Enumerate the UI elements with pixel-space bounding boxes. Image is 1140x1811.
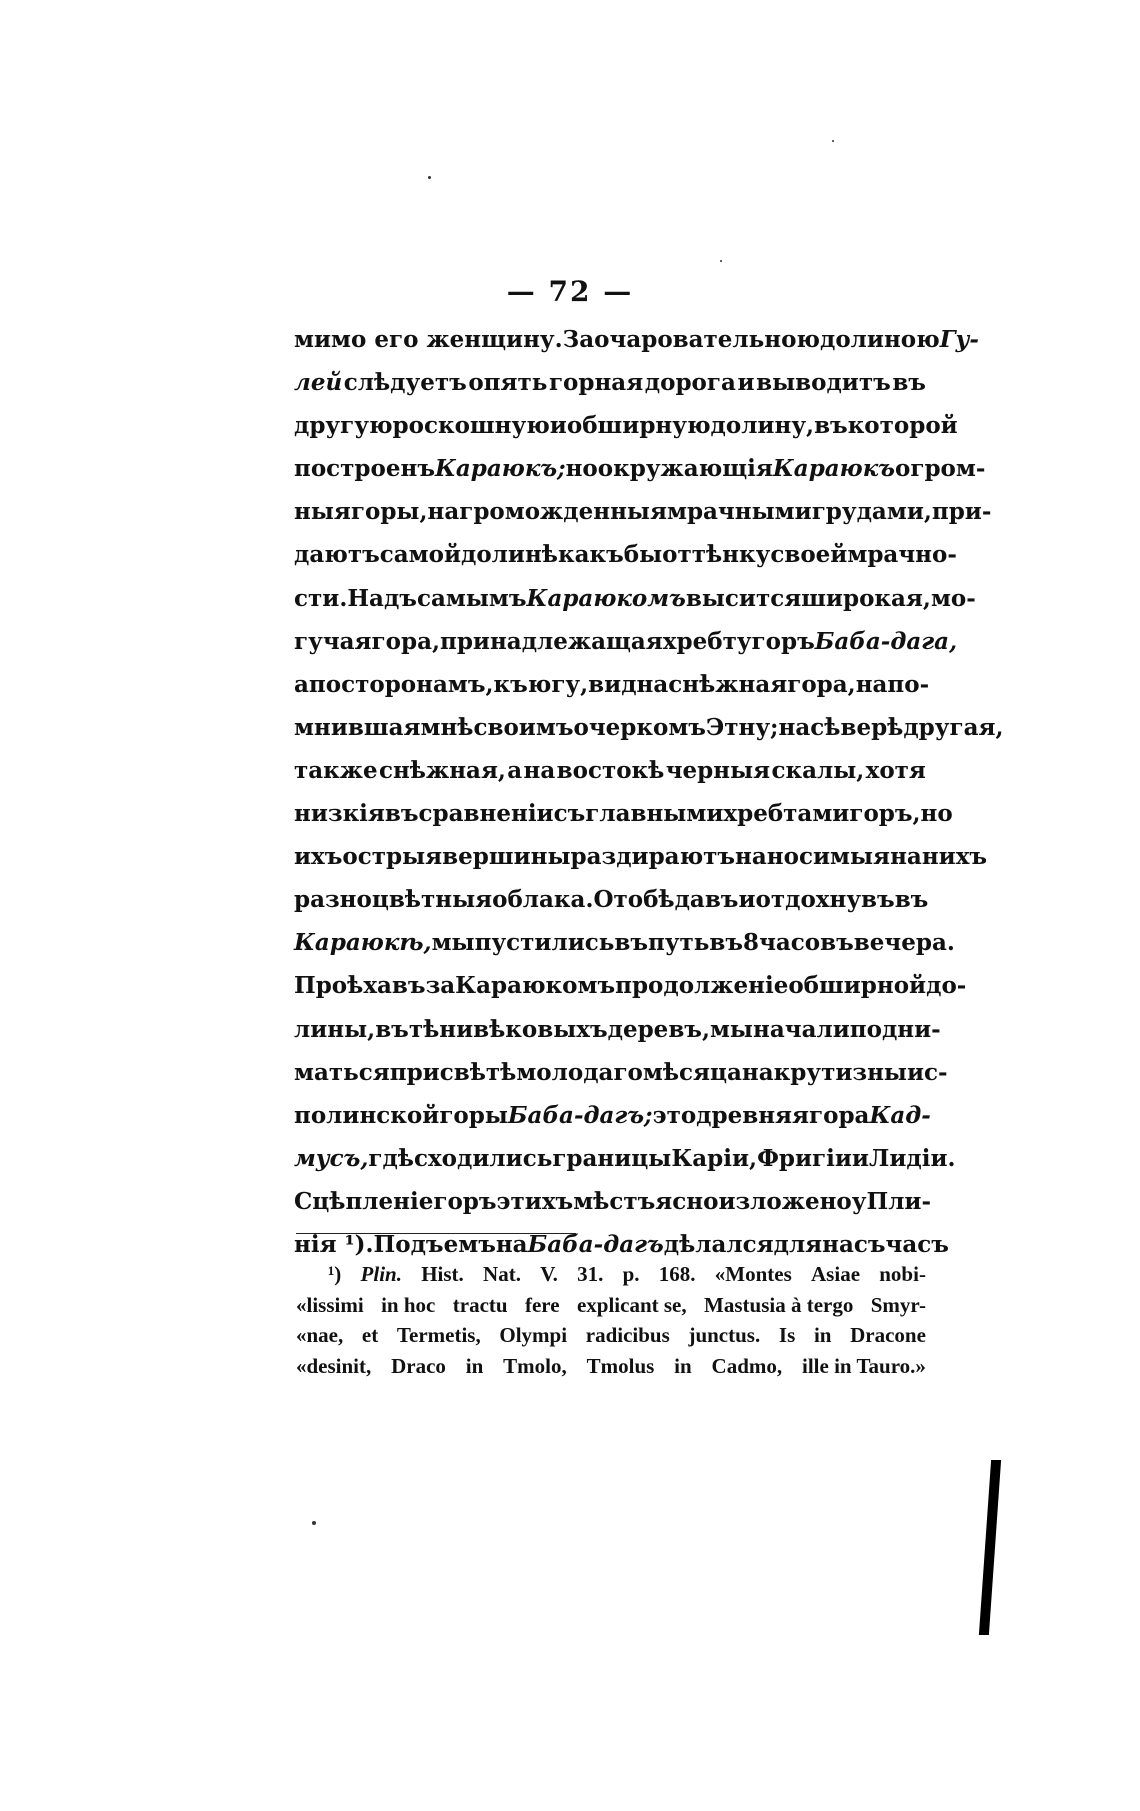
- word: вершины: [442, 843, 571, 871]
- word: Plin.: [360, 1262, 402, 1286]
- text-line: [294, 326, 979, 369]
- word: пустились: [474, 929, 615, 957]
- word: насъ: [822, 1230, 886, 1258]
- scan-speck: [832, 140, 834, 142]
- word: Tmolo,: [503, 1353, 567, 1378]
- word: выводитъ: [756, 369, 891, 397]
- word: въ: [384, 800, 419, 828]
- word: опять: [468, 369, 548, 397]
- word: ихъ: [294, 843, 343, 871]
- word: обширную: [566, 412, 711, 440]
- word: Гу-: [939, 326, 979, 353]
- word: за: [425, 972, 456, 1000]
- word: Пли-: [866, 1187, 932, 1215]
- word: тѣни: [408, 1015, 474, 1043]
- word: мусъ,: [294, 1144, 369, 1172]
- word: ille in Tauro.»: [802, 1353, 926, 1378]
- word: другую: [294, 412, 393, 440]
- word: дѣлался: [663, 1230, 774, 1258]
- scan-speck: [312, 1521, 316, 1525]
- word: крутизны: [773, 1058, 907, 1086]
- word: съ: [553, 800, 586, 828]
- word: гора,: [787, 670, 856, 698]
- word: мнившая: [294, 713, 421, 741]
- word: Smyr-: [870, 1292, 926, 1317]
- word: nobi-: [879, 1262, 926, 1286]
- word: 8: [743, 929, 760, 957]
- word: radicibus: [585, 1323, 670, 1347]
- word: самой: [379, 541, 462, 569]
- word: fere: [524, 1292, 560, 1317]
- word: раздираютъ: [570, 843, 736, 871]
- word: Dracone: [850, 1323, 926, 1347]
- word: а: [294, 670, 309, 698]
- word: in hoc: [381, 1292, 436, 1317]
- word: сторонамъ,: [341, 670, 494, 698]
- word: Караюкѣ,: [294, 929, 432, 957]
- word: Проѣхавъ: [294, 972, 426, 1000]
- word: и: [738, 886, 756, 914]
- word: при-: [931, 498, 992, 526]
- word: мѣсяца: [642, 1058, 742, 1086]
- word: и: [851, 1144, 869, 1172]
- page-number: — 72 —: [506, 275, 634, 308]
- text-line: [294, 670, 930, 714]
- word: Караюкомъ: [455, 972, 616, 1000]
- text-line: [294, 584, 976, 628]
- word: За: [562, 326, 595, 353]
- word: оттѣнку: [662, 541, 771, 569]
- word: до-: [926, 972, 967, 1000]
- word: другая,: [903, 713, 1004, 741]
- word: гдѣ: [368, 1144, 414, 1172]
- word: et: [361, 1323, 379, 1347]
- word: снѣжная: [668, 670, 788, 698]
- word: мимо его женщину.: [294, 326, 563, 353]
- word: «nae,: [296, 1323, 344, 1347]
- word: Каріи,: [671, 1144, 758, 1172]
- word: въ: [892, 369, 926, 397]
- word: по: [308, 670, 342, 698]
- text-line: [294, 1101, 931, 1145]
- word: широкая,: [801, 584, 931, 612]
- word: мы: [709, 1015, 753, 1043]
- text-line: [294, 498, 992, 541]
- word: въ: [375, 1015, 409, 1043]
- word: и: [549, 412, 567, 440]
- word: и: [737, 369, 755, 397]
- word: Баба-дагъ;: [507, 1101, 653, 1129]
- footnote-line: [296, 1262, 926, 1293]
- word: гучая: [294, 627, 372, 655]
- word: мрачными: [666, 498, 812, 526]
- word: explicant se,: [576, 1292, 687, 1317]
- word: Draco: [391, 1353, 446, 1378]
- word: «lissimi: [296, 1292, 364, 1317]
- word: отдохнувъ: [755, 886, 895, 914]
- text-line: [294, 627, 958, 671]
- word: грудами,: [811, 498, 932, 526]
- word: Караюкомъ: [526, 584, 686, 612]
- word: на: [741, 1058, 774, 1086]
- word: которой: [847, 412, 958, 440]
- word: горъ: [433, 1187, 497, 1215]
- footnote-rule: [296, 1233, 576, 1234]
- word: дорога: [644, 369, 736, 397]
- word: Is: [778, 1323, 796, 1347]
- word: границы: [552, 1144, 672, 1172]
- word: напо-: [855, 670, 930, 698]
- word: при: [389, 1058, 440, 1086]
- word: хотя: [865, 756, 926, 784]
- word: у: [851, 1187, 867, 1215]
- word: на: [778, 713, 811, 741]
- text-line: [294, 1144, 956, 1188]
- word: V.: [540, 1262, 558, 1286]
- word: горы: [439, 1101, 508, 1129]
- word: очеркомъ: [573, 713, 706, 741]
- word: самымъ: [416, 584, 527, 612]
- text-line: [294, 757, 926, 800]
- text-line: [294, 800, 953, 843]
- text-line: [294, 929, 955, 972]
- word: долинѣ: [461, 541, 558, 569]
- text-line: [294, 972, 967, 1015]
- word: Этну;: [705, 713, 779, 741]
- text-line: [294, 455, 986, 498]
- word: хребту: [662, 627, 752, 655]
- word: горъ: [751, 627, 815, 655]
- word: «Montes: [714, 1262, 792, 1286]
- word: ныя: [294, 498, 351, 526]
- word: Баба-дагъ: [527, 1230, 664, 1258]
- word: это: [652, 1101, 697, 1129]
- word: гора,: [371, 627, 440, 655]
- word: главными: [585, 800, 724, 828]
- word: tractu: [452, 1292, 508, 1317]
- word: мрачно-: [847, 541, 957, 569]
- word: молодаго: [516, 1058, 643, 1086]
- word: черныя: [665, 756, 771, 784]
- word: Караюкъ;: [434, 455, 566, 483]
- word: разноцвѣтныя: [294, 886, 493, 914]
- word: Баба-дага,: [814, 627, 958, 655]
- word: въ: [614, 929, 648, 957]
- word: часъ: [885, 1230, 949, 1258]
- word: in: [465, 1353, 484, 1378]
- word: Nat.: [483, 1262, 521, 1286]
- word: а: [507, 756, 523, 784]
- word: маться: [294, 1058, 390, 1086]
- word: на: [495, 1230, 528, 1258]
- word: облака.: [492, 886, 594, 914]
- word: лины,: [294, 1015, 376, 1043]
- word: Караюкъ: [772, 455, 896, 483]
- word: древняя: [696, 1101, 810, 1129]
- word: мѣстъ: [573, 1187, 656, 1215]
- word: югу,: [527, 670, 589, 698]
- word: часовъ: [759, 929, 854, 957]
- word: «desinit,: [296, 1353, 372, 1378]
- word: построенъ: [294, 455, 435, 483]
- word: своимъ: [473, 713, 574, 741]
- word: высится: [685, 584, 802, 612]
- word: даютъ: [294, 541, 380, 569]
- word: мо-: [930, 584, 976, 612]
- word: Фригіи: [757, 1144, 852, 1172]
- footnote-line: [296, 1354, 926, 1385]
- ink-stroke: [979, 1460, 1001, 1635]
- word: мнѣ: [420, 713, 474, 741]
- word: къ: [493, 670, 528, 698]
- text-line: [294, 412, 958, 455]
- text-line: [294, 843, 988, 886]
- word: наносимыя: [735, 843, 891, 871]
- word: ясно: [655, 1187, 719, 1215]
- word: принадлежащая: [439, 627, 663, 655]
- word: въ: [894, 886, 929, 914]
- word: свѣтѣ: [439, 1058, 517, 1086]
- word: полинской: [294, 1101, 440, 1129]
- text-line: [294, 369, 926, 412]
- word: продолженіе: [615, 972, 789, 1000]
- word: Сцѣпленіе: [294, 1187, 434, 1215]
- word: гора: [809, 1101, 870, 1129]
- word: Olympi: [499, 1323, 568, 1347]
- word: ¹): [328, 1262, 342, 1286]
- text-line: [294, 1015, 941, 1059]
- word: Mastusia à tergo: [704, 1292, 854, 1317]
- word: Надъ: [347, 584, 417, 612]
- word: горъ,: [849, 800, 921, 828]
- word: деревъ,: [607, 1015, 710, 1043]
- word: Кад-: [869, 1101, 931, 1129]
- word: для: [773, 1230, 823, 1258]
- word: начали: [753, 1015, 850, 1043]
- text-line: [294, 541, 957, 584]
- word: на: [890, 843, 922, 871]
- word: но: [920, 800, 953, 828]
- word: Tmolus: [586, 1353, 655, 1378]
- scan-speck: [428, 176, 431, 179]
- word: изложено: [718, 1187, 852, 1215]
- word: Лидіи.: [868, 1144, 956, 1172]
- word: нія ¹).: [294, 1230, 374, 1258]
- word: p.: [622, 1262, 640, 1286]
- word: въ: [814, 412, 848, 440]
- word: Asiae: [811, 1262, 861, 1286]
- footnote-line: [296, 1323, 926, 1354]
- word: ис-: [906, 1058, 948, 1086]
- word: очаровательною: [594, 326, 821, 353]
- word: долиною: [820, 326, 940, 353]
- word: снѣжная,: [378, 756, 506, 784]
- word: Termetis,: [396, 1323, 481, 1347]
- word: востокѣ: [556, 756, 665, 784]
- word: скалы,: [771, 756, 865, 784]
- word: Cadmo,: [711, 1353, 783, 1378]
- word: хребтами: [723, 800, 850, 828]
- word: вѣковыхъ: [473, 1015, 608, 1043]
- scan-speck: [720, 260, 722, 262]
- text-line: [294, 1187, 932, 1231]
- word: горы,: [350, 498, 428, 526]
- word: горная: [548, 369, 644, 397]
- word: этихъ: [496, 1187, 574, 1215]
- word: бы: [623, 541, 663, 569]
- word: мы: [431, 929, 475, 957]
- word: обширной: [788, 972, 927, 1000]
- text-line: [294, 1058, 948, 1102]
- word: сти.: [294, 584, 348, 612]
- word: путь: [648, 929, 710, 957]
- footnote: [296, 1262, 926, 1384]
- word: нагроможденныя: [427, 498, 667, 526]
- word: видна: [588, 670, 669, 698]
- word: своей: [770, 541, 848, 569]
- word: in: [813, 1323, 832, 1347]
- word: Hist.: [421, 1262, 464, 1286]
- word: нихъ: [921, 843, 988, 871]
- word: junctus.: [688, 1323, 761, 1347]
- footnote-line: [296, 1293, 926, 1324]
- word: сравненіи: [418, 800, 554, 828]
- word: долину,: [710, 412, 815, 440]
- word: сѣверѣ: [810, 713, 904, 741]
- word: также: [294, 756, 378, 784]
- main-text: [294, 326, 1004, 1274]
- word: огром-: [895, 455, 986, 483]
- word: въ: [709, 929, 744, 957]
- word: 168.: [658, 1262, 696, 1286]
- word: какъ: [557, 541, 624, 569]
- word: 31.: [577, 1262, 604, 1286]
- word: острыя: [342, 843, 443, 871]
- word: окружающія: [597, 455, 773, 483]
- word: низкія: [294, 800, 385, 828]
- word: лей: [294, 369, 343, 397]
- word: но: [565, 455, 598, 483]
- word: Отобѣдавъ: [593, 886, 739, 914]
- word: вечера.: [853, 929, 955, 957]
- text-line: [294, 713, 1004, 757]
- word: подни-: [849, 1015, 941, 1043]
- word: слѣдуетъ: [343, 369, 467, 397]
- word: сходились: [413, 1144, 553, 1172]
- word: на: [523, 756, 556, 784]
- word: in: [674, 1353, 692, 1378]
- word: роскошную: [392, 412, 550, 440]
- text-line: [294, 886, 929, 929]
- word: Подъемъ: [373, 1230, 496, 1258]
